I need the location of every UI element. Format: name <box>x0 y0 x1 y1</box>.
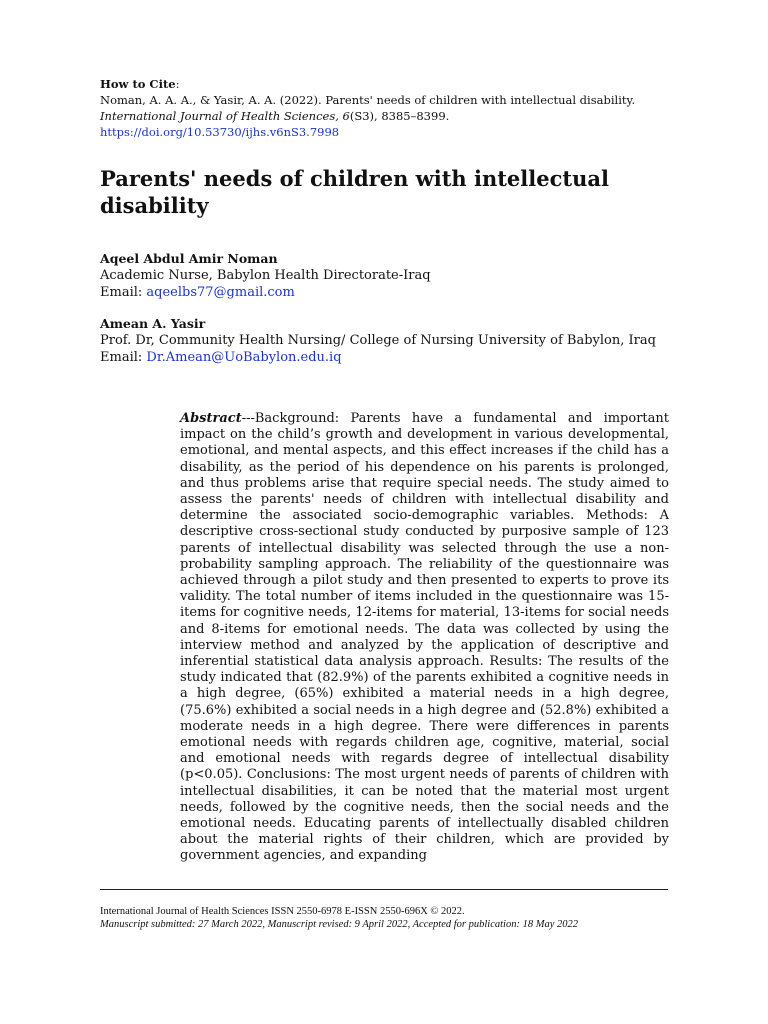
author-email-line <box>100 349 670 366</box>
journal-issn-line: International Journal of Health Sciences ISSN 2550-6978 E-ISSN 2550-696X © 2022. <box>100 906 465 917</box>
author-block-2 <box>100 315 670 366</box>
author-email-line <box>100 284 670 301</box>
how-to-cite-heading <box>100 76 670 92</box>
citation-issue-pages: (S3), 8385–8399. <box>349 109 450 123</box>
abstract-text: ---Background: Parents have a fundamental and important impact on the child’s growth and development in various developmental, emotional, and mental aspects, and this effect increases if the child has a disability, as the period of his dependence on his parents is prolonged, and thus problems arise that require special needs. The study aimed to assess the parents' needs of children with intellectual disability and determine the associated socio-demographic variables. Methods: A descriptive cross-sectional study conducted by purposive sample of 123 parents of intellectual disability was selected through the use a non-probability sampling approach. The reliability of the questionnaire was achieved through a pilot study and then presented to experts to prove its validity. The total number of items included in the questionnaire was 15-items for cognitive needs, 12-items for material, 13-items for social needs and 8-items for emotional needs. The data was collected by using the interview method and analyzed by the application of descriptive and inferential statistical data analysis approach. Results: The results of the study indicated that (82.9%) of the parents exhibited a cognitive needs in a high degree, (65%) exhibited a material needs in a high degree, (75.6%) exhibited a social needs in a high degree and (52.8%) exhibited a moderate needs in a high degree. There were differences in parents emotional needs with regards children age, cognitive, material, social and emotional needs with regards degree of intellectual disability (p<0.05). Conclusions: The most urgent needs of parents of children with intellectual disabilities, it can be noted that the material most urgent needs, followed by the cognitive needs, then the social needs and the emotional needs. Educating parents of intellectually disabled children about the material rights of their children, which are provided by government agencies, and expanding <box>180 411 669 864</box>
author-affiliation: Prof. Dr, Community Health Nursing/ College of Nursing University of Babylon, Iraq <box>100 333 656 348</box>
author-name: Amean A. Yasir <box>100 316 206 331</box>
citation-authors-title: Noman, A. A. A., & Yasir, A. A. (2022). Parents' needs of children with intellectual disability. <box>100 93 636 107</box>
author-block-1 <box>100 250 670 301</box>
page-footer <box>100 905 680 931</box>
abstract <box>180 411 669 865</box>
footer-divider <box>100 889 668 890</box>
how-to-cite-label: How to Cite <box>100 77 176 91</box>
submission-dates-line: Manuscript submitted: 27 March 2022, Manuscript revised: 9 April 2022, Accepted for publication: 18 May 2022 <box>100 919 578 930</box>
author-affiliation: Academic Nurse, Babylon Health Directorate-Iraq <box>100 268 431 283</box>
author-name: Aqeel Abdul Amir Noman <box>100 251 278 266</box>
email-label: Email: <box>100 350 143 365</box>
author-email-link[interactable]: aqeelbs77@gmail.com <box>146 285 295 300</box>
citation-journal: International Journal of Health Sciences, 6 <box>100 109 350 123</box>
author-email-link[interactable]: Dr.Amean@UoBabylon.edu.iq <box>146 350 342 365</box>
email-label: Email: <box>100 285 143 300</box>
citation-text <box>100 92 670 124</box>
abstract-label: Abstract <box>180 411 242 426</box>
paper-title: Parents' needs of children with intellectual disability <box>100 166 609 218</box>
how-to-cite-colon: : <box>175 77 180 91</box>
doi-link[interactable]: https://doi.org/10.53730/ijhs.v6nS3.7998 <box>100 125 340 139</box>
how-to-cite <box>100 76 670 140</box>
